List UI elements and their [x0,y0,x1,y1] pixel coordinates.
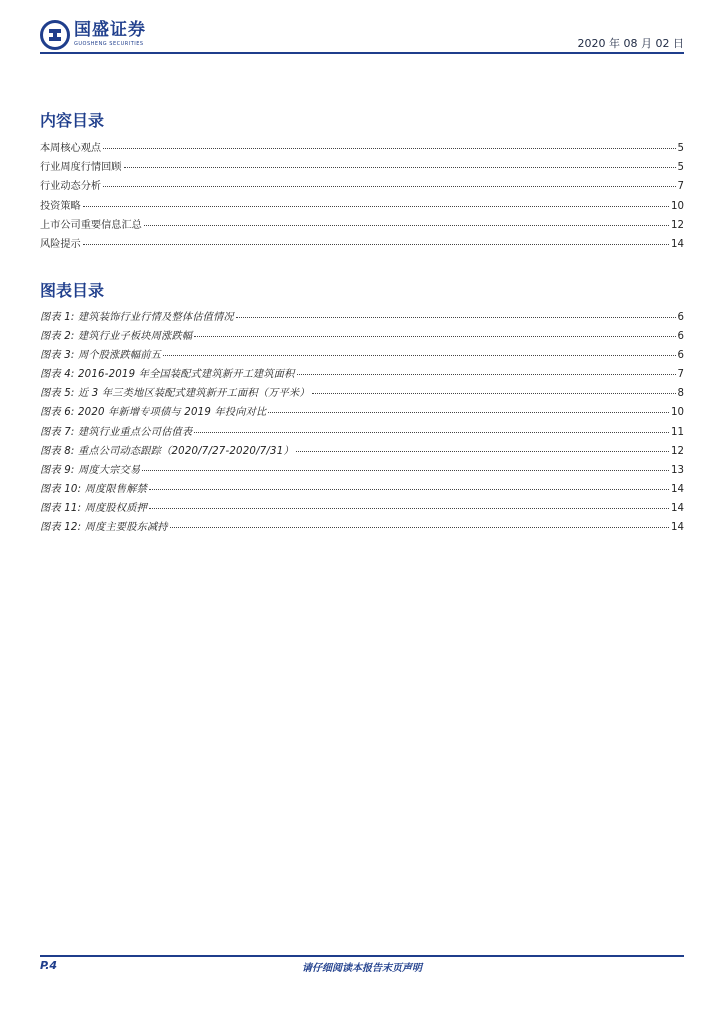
figure-entry[interactable] [40,365,684,384]
dot-leader [194,336,675,337]
figure-entry-page-number: 6 [677,312,684,323]
dot-leader [236,317,676,318]
figure-entry-page-number: 13 [671,464,684,476]
figure-entry-label: 图表 1: 建筑装饰行业行情及整体估值情况 [40,312,234,323]
toc-entry-label: 投资策略 [40,200,81,212]
toc-entry[interactable] [40,197,684,216]
figure-entry-page-number: 12 [671,445,684,457]
dot-leader [103,148,675,149]
figure-entry[interactable] [40,499,684,518]
figure-entry-label: 图表 9: 周度大宗交易 [40,464,141,476]
dot-leader [297,374,676,375]
toc-entry[interactable] [40,216,684,235]
page-header [40,20,684,54]
toc-entry-page-number: 10 [671,200,684,212]
toc-entry-label: 行业周度行情回顾 [40,162,122,174]
logo-chinese-name: 国盛证券 [74,20,146,40]
figure-entry-page-number: 14 [671,522,684,534]
figure-entry-page-number: 14 [671,502,684,514]
dot-leader [170,527,669,528]
dot-leader [296,451,669,452]
dot-leader [268,412,669,413]
figure-entry-page-number: 11 [671,426,684,438]
dot-leader [149,508,669,509]
figure-entry[interactable] [40,308,684,327]
toc-entry-page-number: 5 [677,162,684,174]
figure-entry-label: 图表 10: 周度限售解禁 [40,483,147,495]
toc-entry[interactable] [40,235,684,254]
toc-entry-label: 本周核心观点 [40,143,102,154]
figure-entry-label: 图表 11: 周度股权质押 [40,502,147,514]
dot-leader [103,186,675,187]
footer-divider [40,955,684,957]
dot-leader [194,432,669,433]
dot-leader [163,355,675,356]
figure-entry[interactable] [40,442,684,461]
figure-entry-page-number: 8 [677,388,684,400]
figure-entry[interactable] [40,461,684,480]
toc-entry-page-number: 7 [677,181,684,193]
header-divider [40,52,684,54]
figure-entry-label: 图表 8: 重点公司动态跟踪（2020/7/27-2020/7/31） [40,445,294,457]
toc-entry-label: 上市公司重要信息汇总 [40,219,142,231]
figure-entry-page-number: 10 [671,407,684,419]
guosheng-logo-icon [40,20,70,50]
dot-leader [312,393,676,394]
figure-entry[interactable] [40,480,684,499]
figure-entry-page-number: 6 [677,350,684,362]
toc-entry-page-number: 14 [671,238,684,250]
report-date: 2020 年 08 月 02 日 [577,37,684,50]
toc-entry-label: 行业动态分析 [40,181,102,193]
figure-entry-page-number: 14 [671,483,684,495]
figure-entry[interactable] [40,403,684,422]
figure-entry[interactable] [40,327,684,346]
figure-entry[interactable] [40,518,684,537]
figure-entry-label: 图表 6: 2020 年新增专项债与 2019 年投向对比 [40,407,267,419]
dot-leader [149,489,669,490]
figure-entry-label: 图表 5: 近 3 年三类地区装配式建筑新开工面积（万平米） [40,388,310,400]
figure-entry[interactable] [40,423,684,442]
figure-entry-page-number: 6 [677,331,684,343]
figure-entry-label: 图表 2: 建筑行业子板块周涨跌幅 [40,331,193,343]
figure-entry[interactable] [40,346,684,365]
toc-entry-label: 风险提示 [40,238,81,250]
figure-entry[interactable] [40,384,684,403]
dot-leader [144,225,669,226]
toc-entry[interactable] [40,158,684,177]
figure-entry-label: 图表 4: 2016-2019 年全国装配式建筑新开工建筑面积 [40,369,295,381]
logo-english-name: GUOSHENG SECURITIES [74,41,144,47]
toc-entry[interactable] [40,139,684,158]
toc-entry-page-number: 5 [677,143,684,154]
dot-leader [142,470,669,471]
toc-entry-page-number: 12 [671,219,684,231]
figures-title: 图表目录 [40,281,105,300]
dot-leader [124,167,676,168]
figure-entry-label: 图表 3: 周个股涨跌幅前五 [40,350,162,362]
toc-entry[interactable] [40,177,684,196]
figures-list [40,308,684,537]
dot-leader [83,244,669,245]
company-logo [40,20,146,52]
page-number: P.4 [40,959,58,972]
contents-title: 内容目录 [40,111,105,130]
disclaimer-note: 请仔细阅读本报告末页声明 [302,963,422,974]
figure-entry-label: 图表 12: 周度主要股东减持 [40,522,168,534]
figure-entry-label: 图表 7: 建筑行业重点公司估值表 [40,426,193,438]
figure-entry-page-number: 7 [677,369,684,381]
dot-leader [83,206,669,207]
contents-list [40,139,684,254]
